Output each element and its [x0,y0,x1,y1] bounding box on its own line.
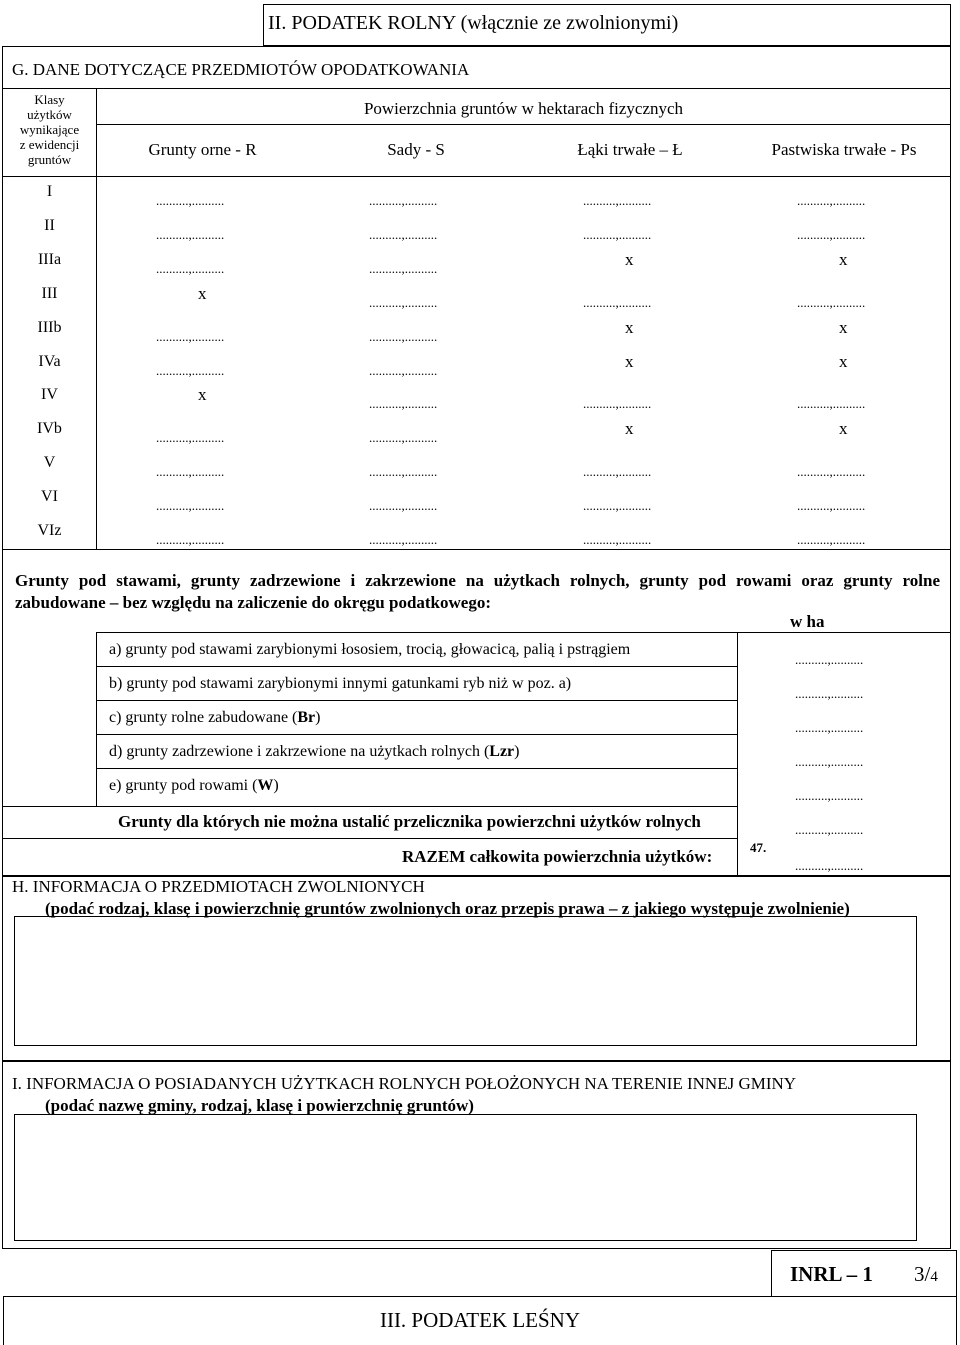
other-land-item-label: d) grunty zadrzewione i zakrzewione na użytkach rolnych ( [109,743,490,760]
cell-area-input[interactable]: ..........,.......... [369,362,438,378]
cell-area-input[interactable]: ..........,.......... [369,498,438,514]
other-land-item-code: W [257,777,274,794]
table-divider [96,124,951,125]
next-section-title: III. PODATEK LEŚNY [379,1308,581,1332]
row-class-label: IV [41,386,58,404]
col-header-orchards: Sady - S [387,140,445,159]
cell-not-applicable: x [625,351,634,371]
other-land-item-label: a) grunty pod stawami zarybionymi łososiem, trocią, głowacicą, palią i pstrągiem [109,641,631,658]
col-header-meadows: Łąki trwałe – Ł [577,140,683,159]
other-land-item-label: c) grunty rolne zabudowane ( [109,709,298,726]
cell-area-input[interactable]: ..........,.......... [797,294,866,310]
cell-area-input[interactable]: ..........,.......... [156,464,225,480]
other-land-item-code: Lzr [489,743,515,760]
cell-area-input[interactable]: ..........,.......... [369,396,438,412]
other-land-item [109,641,630,659]
table-divider [2,549,951,550]
col-header-pastures: Pastwiska trwałe - Ps [771,140,917,159]
section-title: II. PODATEK ROLNY (włącznie ze zwolnionymi) [268,12,679,34]
no-conversion-label: Grunty dla których nie można ustalić przelicznika powierzchni użytków rolnych [118,812,701,831]
cell-area-input[interactable]: ..........,.......... [583,294,652,310]
other-land-item-label: b) grunty pod stawami zarybionymi innymi gatunkami ryb niż w poz. a) [109,675,572,692]
other-land-value-input[interactable]: ..........,.......... [795,754,864,769]
other-land-item [109,709,320,727]
other-land-value-input[interactable]: ..........,.......... [795,788,864,803]
cell-area-input[interactable]: ..........,.......... [797,226,866,242]
grid-line [2,838,737,839]
cell-area-input[interactable]: ..........,.......... [583,396,652,412]
total-value[interactable]: ..........,.......... [795,858,864,873]
other-lands-intro-2: zabudowane – bez względu na zaliczenie do okręgu podatkowego: [15,593,491,612]
other-land-item [109,743,519,761]
table-divider [2,176,951,177]
row-class-label: III [41,284,58,302]
other-land-item-label: e) grunty pod rowami ( [109,777,258,794]
cell-not-applicable: x [625,249,634,269]
cell-area-input[interactable]: ..........,.......... [369,226,438,242]
cell-area-input[interactable]: ..........,.......... [797,464,866,480]
other-land-value-input[interactable]: ..........,.......... [795,686,864,701]
other-land-value-input[interactable]: ..........,.......... [795,652,864,667]
row-class-label: VI [41,488,58,506]
section-h-input[interactable] [14,916,917,1046]
cell-area-input[interactable]: ..........,.......... [369,328,438,344]
cell-area-input[interactable]: ..........,.......... [797,396,866,412]
cell-area-input[interactable]: ..........,.......... [369,464,438,480]
col-header-arable: Grunty orne - R [148,140,257,159]
other-land-item-code: Br [297,709,316,726]
row-class-label: VIz [37,522,62,539]
cell-area-input[interactable]: ..........,.......... [583,532,652,547]
cell-area-input[interactable]: ..........,.......... [156,498,225,514]
form-code: INRL – 1 [790,1262,873,1286]
section-h-title: H. INFORMACJA O PRZEDMIOTACH ZWOLNIONYCH [12,877,425,896]
area-header: Powierzchnia gruntów w hektarach fizycznych [363,99,684,118]
other-lands-intro-1: Grunty pod stawami, grunty zadrzewione i zakrzewione na użytkach rolnych, grunty pod rowami oraz grunty rolne [15,571,940,590]
grid-line [96,734,737,735]
section-i-title: I. INFORMACJA O POSIADANYCH UŻYTKACH ROLNYCH POŁOŻONYCH NA TERENIE INNEJ GMINY [12,1074,797,1093]
cell-area-input[interactable]: ..........,.......... [583,464,652,480]
cell-area-input[interactable]: ..........,.......... [156,193,225,208]
cell-area-input[interactable]: ..........,.......... [583,226,652,242]
cell-area-input[interactable]: ..........,.......... [583,193,652,208]
cell-not-applicable: x [839,351,848,371]
section-i-subtitle: (podać nazwę gminy, rodzaj, klasę i powierzchnię gruntów) [45,1096,474,1115]
total-field-number: 47. [750,840,767,855]
row-class-label: IVa [38,352,61,370]
cell-not-applicable: x [625,419,634,439]
no-conversion-value[interactable]: ..........,.......... [795,822,864,837]
cell-area-input[interactable]: ..........,.......... [156,260,225,276]
grid-line [96,632,951,633]
other-land-item-suffix: ) [273,777,279,794]
grid-line [96,700,737,701]
grid-line [96,666,737,667]
other-land-item [109,777,279,795]
section-h-subtitle: (podać rodzaj, klasę i powierzchnię gruntów zwolnionych oraz przepis prawa – z jakiego występuje zwolnienie) [45,899,850,918]
row-class-label: IVb [37,420,62,438]
other-land-item [109,675,571,693]
row-class-label: V [43,454,56,472]
cell-not-applicable: x [839,317,848,337]
cell-not-applicable: x [198,283,207,303]
cell-area-input[interactable]: ..........,.......... [797,498,866,514]
cell-area-input[interactable]: ..........,.......... [156,362,225,378]
row-class-label: IIIb [37,318,62,336]
cell-area-input[interactable]: ..........,.......... [369,260,438,276]
cell-area-input[interactable]: ..........,.......... [369,430,438,446]
class-header: Klasy użytków wynikające z ewidencji gruntów [19,92,80,167]
section-g-title: G. DANE DOTYCZĄCE PRZEDMIOTÓW OPODATKOWANIA [12,60,470,79]
cell-not-applicable: x [839,249,848,269]
cell-area-input[interactable]: ..........,.......... [156,226,225,242]
cell-not-applicable: x [839,419,848,439]
grid-line [96,632,97,807]
total-label: RAZEM całkowita powierzchnia użytków: [402,847,713,866]
cell-area-input[interactable]: ..........,.......... [369,532,438,547]
other-land-value-input[interactable]: ..........,.......... [795,720,864,735]
cell-area-input[interactable]: ..........,.......... [156,328,225,344]
section-i-input[interactable] [14,1114,917,1241]
other-land-item-suffix: ) [514,743,520,760]
row-class-label: I [46,183,53,200]
cell-not-applicable: x [198,385,207,405]
cell-area-input[interactable]: ..........,.......... [797,532,866,547]
page-number: 3/4 [914,1262,938,1286]
grid-line [737,632,738,877]
row-class-label: II [44,216,55,234]
cell-area-input[interactable]: ..........,.......... [583,498,652,514]
cell-area-input[interactable]: ..........,.......... [797,193,866,208]
cell-area-input[interactable]: ..........,.......... [156,532,225,547]
cell-not-applicable: x [625,317,634,337]
grid-line [96,768,737,769]
grid-line [2,806,737,807]
cell-area-input[interactable]: ..........,.......... [369,294,438,310]
row-class-label: IIIa [37,250,62,268]
other-land-item-suffix: ) [315,709,321,726]
unit-label: w ha [790,612,825,631]
cell-area-input[interactable]: ..........,.......... [156,430,225,446]
cell-area-input[interactable]: ..........,.......... [369,193,438,208]
